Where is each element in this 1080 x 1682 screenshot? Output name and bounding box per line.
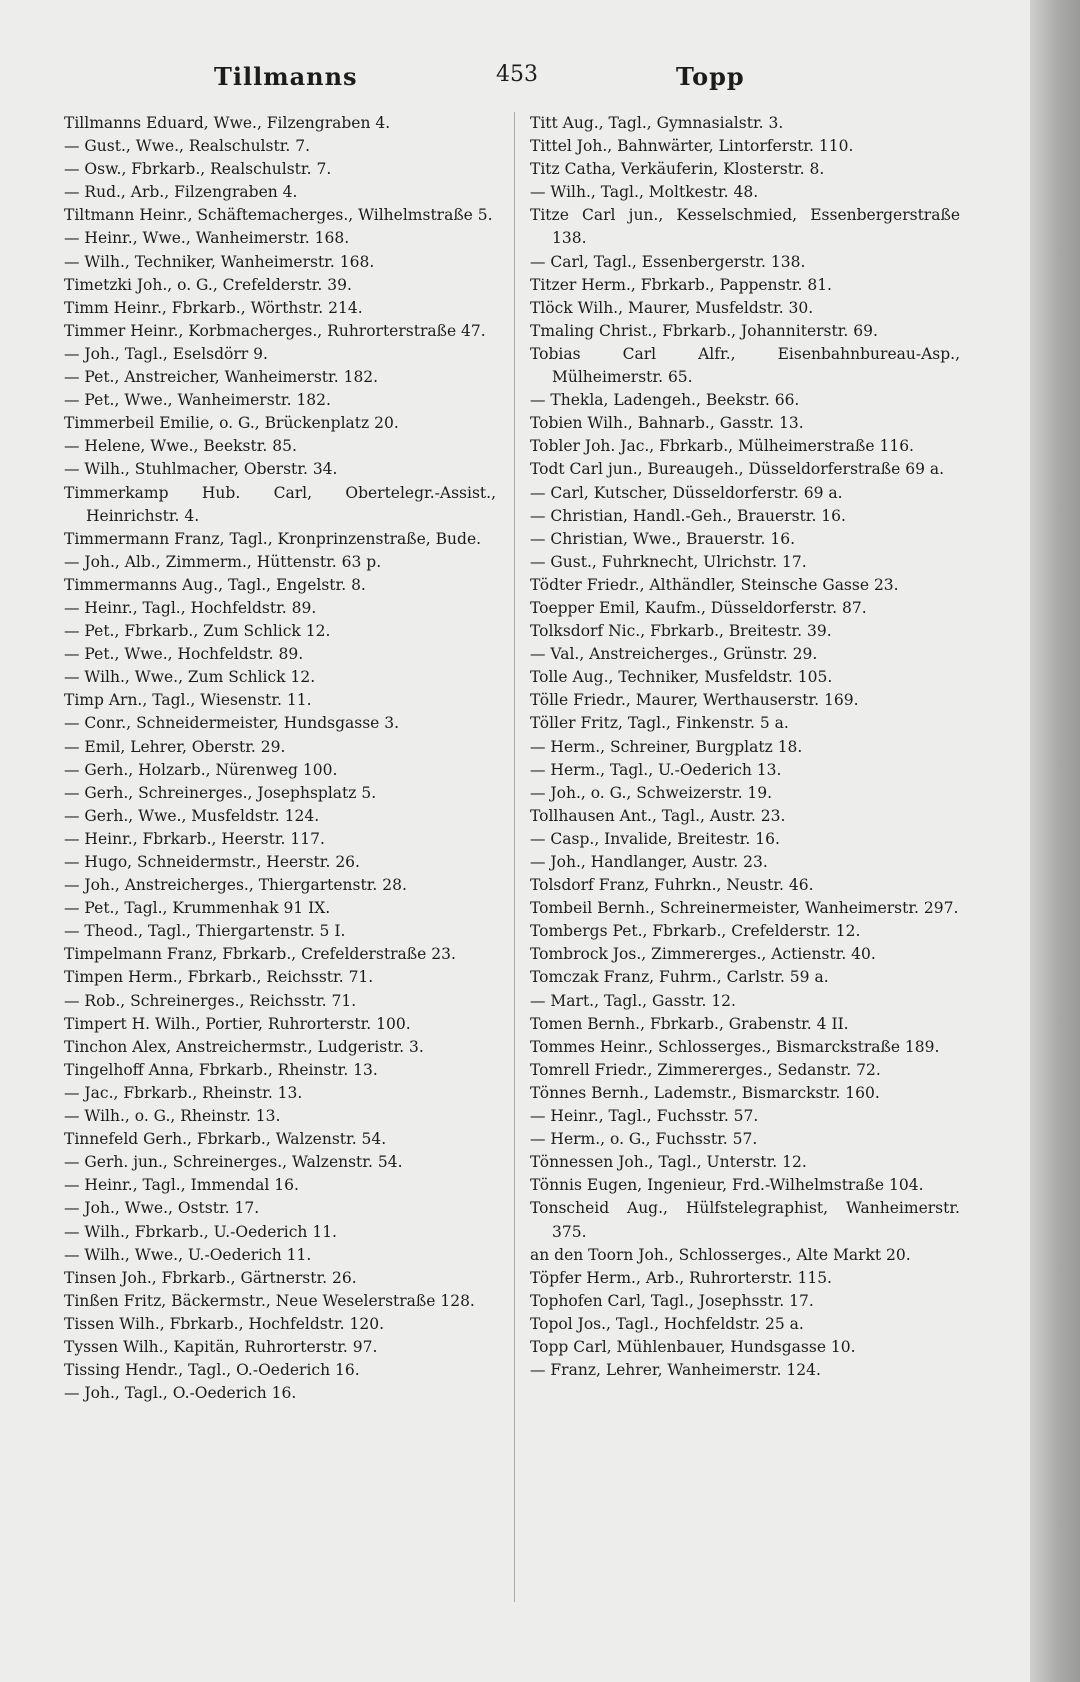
directory-entry: — Hugo, Schneidermstr., Heerstr. 26. <box>64 853 360 871</box>
directory-entry: Timetzki Joh., o. G., Crefelderstr. 39. <box>64 275 352 294</box>
directory-entry: Tophofen Carl, Tagl., Josephsstr. 17. <box>530 1291 814 1310</box>
directory-entry: Tödter Friedr., Althändler, Steinsche Gasse 23. <box>530 575 899 594</box>
directory-entry: — Osw., Fbrkarb., Realschulstr. 7. <box>64 160 332 179</box>
directory-entry: Toepper Emil, Kaufm., Düsseldorferstr. 87. <box>530 598 867 617</box>
directory-entry: — Joh., Wwe., Oststr. 17. <box>64 1199 260 1218</box>
directory-entry: — Val., Anstreicherges., Grünstr. 29. <box>530 645 818 664</box>
left-column <box>64 112 496 1405</box>
directory-entry: — Gust., Wwe., Realschulstr. 7. <box>64 137 311 156</box>
directory-entry: Tinßen Fritz, Bäckermstr., Neue Weselerstraße 128. <box>64 1291 475 1310</box>
directory-entry: — Pet., Tagl., Krummenhak 91 IX. <box>64 899 331 918</box>
directory-entry: Töller Fritz, Tagl., Finkenstr. 5 a. <box>530 714 789 733</box>
directory-entry: — Christian, Wwe., Brauerstr. 16. <box>530 529 796 548</box>
directory-entry: — Helene, Wwe., Beekstr. 85. <box>64 437 297 456</box>
directory-entry: — Casp., Invalide, Breitestr. 16. <box>530 829 780 848</box>
page-edge-shadow <box>1030 0 1080 1682</box>
directory-entry: — Joh., Handlanger, Austr. 23. <box>530 853 768 871</box>
directory-entry: Tmaling Christ., Fbrkarb., Johanniterstr. 69. <box>530 321 878 340</box>
directory-entry: — Gerh., Schreinerges., Josephsplatz 5. <box>64 783 377 802</box>
directory-entry: Tobler Joh. Jac., Fbrkarb., Mülheimerstraße 116. <box>530 437 914 456</box>
directory-entry: Tönnis Eugen, Ingenieur, Frd.-Wilhelmstraße 104. <box>530 1176 924 1195</box>
directory-entry: Tolsdorf Franz, Fuhrkn., Neustr. 46. <box>530 876 814 895</box>
directory-entry: — Thekla, Ladengeh., Beekstr. 66. <box>530 391 800 410</box>
directory-entry: Topol Jos., Tagl., Hochfeldstr. 25 a. <box>530 1314 804 1333</box>
directory-entry: Tombergs Pet., Fbrkarb., Crefelderstr. 12. <box>530 922 861 941</box>
directory-entry: Tonscheid Aug., Hülfstelegraphist, Wanheimerstr. 375. <box>530 1199 960 1241</box>
directory-entry: Tinchon Alex, Anstreichermstr., Ludgeristr. 3. <box>64 1037 424 1056</box>
directory-entry: Tlöck Wilh., Maurer, Musfeldstr. 30. <box>530 298 814 317</box>
directory-entry: Tyssen Wilh., Kapitän, Ruhrorterstr. 97. <box>64 1337 378 1356</box>
directory-entry: Tobias Carl Alfr., Eisenbahnbureau-Asp., Mülheimerstr. 65. <box>530 344 960 387</box>
directory-entry: Tollhausen Ant., Tagl., Austr. 23. <box>530 806 786 825</box>
directory-entry: — Christian, Handl.-Geh., Brauerstr. 16. <box>530 506 846 525</box>
directory-entry: Tomen Bernh., Fbrkarb., Grabenstr. 4 II. <box>530 1014 849 1033</box>
directory-entry: Tinnefeld Gerh., Fbrkarb., Walzenstr. 54. <box>64 1130 387 1149</box>
directory-entry: Titt Aug., Tagl., Gymnasialstr. 3. <box>530 114 784 132</box>
directory-entry: — Carl, Kutscher, Düsseldorferstr. 69 a. <box>530 483 843 502</box>
directory-entry: Tommes Heinr., Schlosserges., Bismarckstraße 189. <box>530 1037 940 1056</box>
directory-entry: Timmerbeil Emilie, o. G., Brückenplatz 20. <box>64 414 399 433</box>
directory-entry: Timmermann Franz, Tagl., Kronprinzenstraße, Bude. <box>64 529 482 548</box>
directory-entry: Tinsen Joh., Fbrkarb., Gärtnerstr. 26. <box>64 1268 357 1287</box>
directory-entry: — Theod., Tagl., Thiergartenstr. 5 I. <box>64 922 346 941</box>
directory-entry: Tombeil Bernh., Schreinermeister, Wanheimerstr. 297. <box>530 899 959 918</box>
directory-entry: Tissen Wilh., Fbrkarb., Hochfeldstr. 120. <box>64 1314 385 1333</box>
directory-entry: Tolle Aug., Techniker, Musfeldstr. 105. <box>530 668 833 687</box>
directory-entry: Timm Heinr., Fbrkarb., Wörthstr. 214. <box>64 298 363 317</box>
directory-entry: Tillmanns Eduard, Wwe., Filzengraben 4. <box>64 114 391 132</box>
directory-entry: Timmerkamp Hub. Carl, Obertelegr.-Assist., Heinrichstr. 4. <box>64 483 496 525</box>
directory-entry: — Heinr., Tagl., Immendal 16. <box>64 1176 299 1195</box>
directory-entry: — Wilh., Wwe., Zum Schlick 12. <box>64 668 316 687</box>
header-first-name: Tillmanns <box>214 62 358 91</box>
directory-entry: — Gust., Fuhrknecht, Ulrichstr. 17. <box>530 552 807 571</box>
directory-entry: — Wilh., Stuhlmacher, Oberstr. 34. <box>64 460 338 479</box>
directory-entry: Tönnes Bernh., Lademstr., Bismarckstr. 160. <box>530 1083 880 1102</box>
directory-entry: — Joh., Alb., Zimmerm., Hüttenstr. 63 p. <box>64 552 382 571</box>
directory-entry: — Wilh., Fbrkarb., U.-Oederich 11. <box>64 1222 337 1241</box>
directory-entry: — Gerh., Wwe., Musfeldstr. 124. <box>64 806 320 825</box>
directory-entry: — Wilh., Wwe., U.-Oederich 11. <box>64 1245 312 1264</box>
directory-entry: — Pet., Wwe., Hochfeldstr. 89. <box>64 645 304 664</box>
directory-entry: Topp Carl, Mühlenbauer, Hundsgasse 10. <box>530 1337 856 1356</box>
column-divider <box>514 112 515 1602</box>
directory-entry: — Franz, Lehrer, Wanheimerstr. 124. <box>530 1361 821 1380</box>
directory-entry: — Heinr., Fbrkarb., Heerstr. 117. <box>64 829 325 848</box>
directory-entry: Tönnessen Joh., Tagl., Unterstr. 12. <box>530 1153 807 1172</box>
directory-entry: Todt Carl jun., Bureaugeh., Düsseldorferstraße 69 a. <box>530 460 945 479</box>
directory-entry: Titz Catha, Verkäuferin, Klosterstr. 8. <box>530 160 825 179</box>
directory-entry: — Herm., Schreiner, Burgplatz 18. <box>530 737 803 756</box>
directory-entry: Töpfer Herm., Arb., Ruhrorterstr. 115. <box>530 1268 832 1287</box>
directory-entry: — Joh., Tagl., Eselsdörr 9. <box>64 344 268 363</box>
directory-entry: — Jac., Fbrkarb., Rheinstr. 13. <box>64 1083 303 1102</box>
directory-entry: Tittel Joh., Bahnwärter, Lintorferstr. 110. <box>530 137 854 156</box>
directory-entry: Timpert H. Wilh., Portier, Ruhrorterstr. 100. <box>64 1014 411 1033</box>
directory-entry: — Mart., Tagl., Gasstr. 12. <box>530 991 736 1010</box>
directory-entry: Timmer Heinr., Korbmacherges., Ruhrorterstraße 47. <box>64 321 486 340</box>
directory-entry: Timmermanns Aug., Tagl., Engelstr. 8. <box>64 575 366 594</box>
directory-entry: an den Toorn Joh., Schlosserges., Alte Markt 20. <box>530 1245 911 1264</box>
directory-entry: Tiltmann Heinr., Schäftemacherges., Wilhelmstraße 5. <box>64 206 493 225</box>
directory-entry: — Wilh., o. G., Rheinstr. 13. <box>64 1107 281 1126</box>
directory-entry: Tissing Hendr., Tagl., O.-Oederich 16. <box>64 1361 360 1380</box>
directory-entry: — Herm., Tagl., U.-Oederich 13. <box>530 760 782 779</box>
directory-entry: Timp Arn., Tagl., Wiesenstr. 11. <box>64 691 312 710</box>
directory-entry: — Heinr., Wwe., Wanheimerstr. 168. <box>64 229 350 248</box>
directory-entry: — Rob., Schreinerges., Reichsstr. 71. <box>64 991 357 1010</box>
right-column <box>530 112 960 1382</box>
directory-entry: — Gerh., Holzarb., Nürenweg 100. <box>64 760 338 779</box>
directory-entry: Titzer Herm., Fbrkarb., Pappenstr. 81. <box>530 275 832 294</box>
directory-entry: Tobien Wilh., Bahnarb., Gasstr. 13. <box>530 414 804 433</box>
directory-entry: Timpelmann Franz, Fbrkarb., Crefelderstraße 23. <box>64 945 456 964</box>
directory-entry: — Wilh., Techniker, Wanheimerstr. 168. <box>64 252 375 271</box>
directory-entry: Tingelhoff Anna, Fbrkarb., Rheinstr. 13. <box>64 1060 378 1079</box>
directory-entry: Tombrock Jos., Zimmererges., Actienstr. 40. <box>530 945 876 964</box>
directory-entry: — Pet., Fbrkarb., Zum Schlick 12. <box>64 622 331 641</box>
directory-entry: — Conr., Schneidermeister, Hundsgasse 3. <box>64 714 400 733</box>
directory-entry: — Heinr., Tagl., Hochfeldstr. 89. <box>64 598 317 617</box>
directory-entry: Tolksdorf Nic., Fbrkarb., Breitestr. 39. <box>530 622 832 641</box>
directory-entry: — Joh., Tagl., O.-Oederich 16. <box>64 1384 297 1403</box>
directory-entry: — Pet., Wwe., Wanheimerstr. 182. <box>64 391 331 410</box>
directory-entry: — Joh., o. G., Schweizerstr. 19. <box>530 783 773 802</box>
directory-entry: — Joh., Anstreicherges., Thiergartenstr. 28. <box>64 876 407 895</box>
directory-entry: Titze Carl jun., Kesselschmied, Essenbergerstraße 138. <box>530 206 960 248</box>
directory-entry: — Heinr., Tagl., Fuchsstr. 57. <box>530 1107 759 1126</box>
directory-entry: — Pet., Anstreicher, Wanheimerstr. 182. <box>64 368 379 387</box>
directory-entry: Timpen Herm., Fbrkarb., Reichsstr. 71. <box>64 968 374 987</box>
directory-entry: Tölle Friedr., Maurer, Werthauserstr. 169. <box>530 691 859 710</box>
directory-entry: — Gerh. jun., Schreinerges., Walzenstr. 54. <box>64 1153 403 1172</box>
directory-entry: — Herm., o. G., Fuchsstr. 57. <box>530 1130 758 1149</box>
page-header <box>0 62 1048 102</box>
directory-entry: Tomczak Franz, Fuhrm., Carlstr. 59 a. <box>530 968 829 987</box>
directory-entry: — Wilh., Tagl., Moltkestr. 48. <box>530 183 759 202</box>
directory-entry: — Rud., Arb., Filzengraben 4. <box>64 183 298 202</box>
directory-entry: Tomrell Friedr., Zimmererges., Sedanstr. 72. <box>530 1060 881 1079</box>
header-last-name: Topp <box>676 62 745 91</box>
directory-entry: — Carl, Tagl., Essenbergerstr. 138. <box>530 252 806 271</box>
directory-entry: — Emil, Lehrer, Oberstr. 29. <box>64 737 286 756</box>
page-number: 453 <box>496 62 538 87</box>
